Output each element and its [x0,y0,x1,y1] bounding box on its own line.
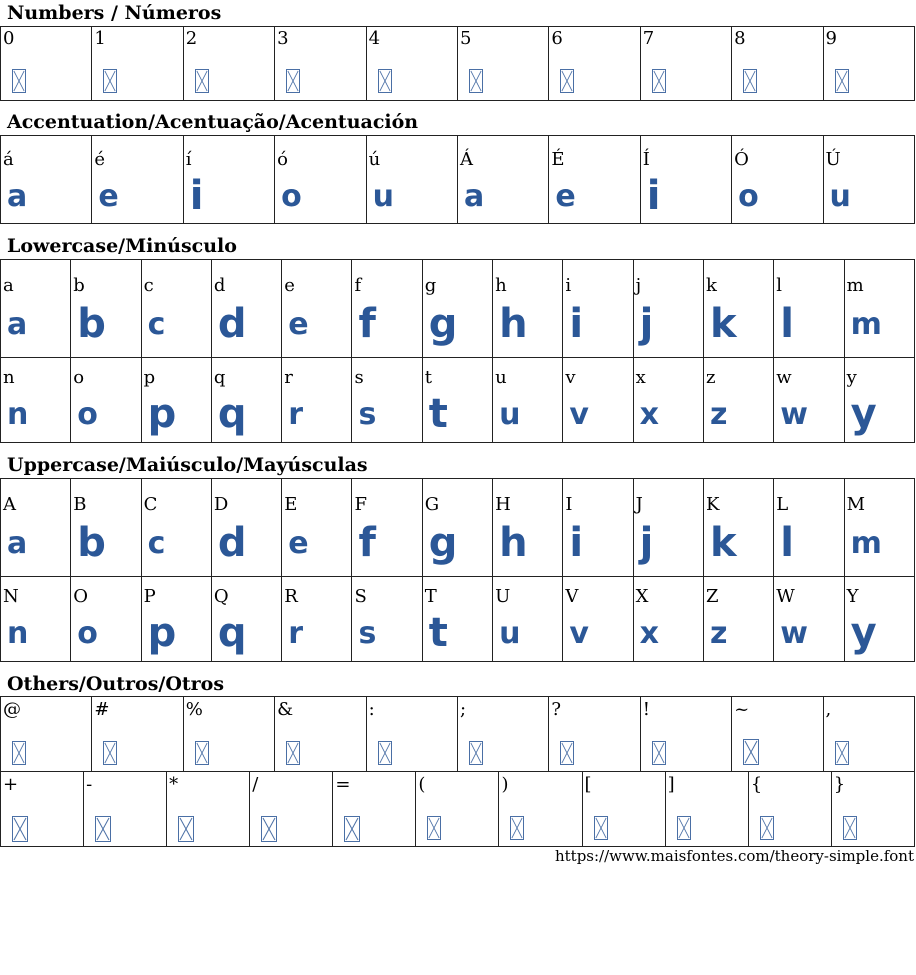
character-label: P [143,586,156,607]
character-label: Q [213,586,229,607]
character-label: í [185,149,192,170]
glyph-cell [275,697,366,772]
font-sample-glyph: o [77,616,98,651]
glyph-cell [422,479,492,577]
glyph-row [1,260,915,358]
glyph-cell [71,577,141,662]
glyph-cell [282,577,352,662]
glyph-cell [665,772,748,847]
character-label: p [143,367,156,388]
font-sample-glyph: c [147,526,166,561]
font-sample-glyph: u [829,179,851,214]
glyph-cell [633,577,703,662]
uppercase-table [0,478,915,662]
font-sample-glyph: d [217,301,247,347]
section-title-numbers: Numbers / Números [7,2,222,24]
character-label: , [825,699,832,720]
glyph-cell [183,136,274,224]
glyph-cell [211,260,281,358]
font-sample-glyph: x [639,616,660,651]
font-sample-glyph: e [288,307,309,342]
glyph-cell [141,260,211,358]
font-sample-glyph: p [147,391,177,437]
font-sample-glyph: z [709,616,728,651]
glyph-cell [774,358,844,443]
glyph-cell [633,260,703,358]
glyph-cell [844,260,914,358]
character-label: ó [277,149,289,170]
font-sample-glyph: o [738,179,759,214]
missing-glyph-icon [594,816,608,840]
character-label: : [368,699,375,720]
glyph-cell [633,479,703,577]
character-label: k [705,275,717,296]
glyph-cell [703,479,773,577]
character-label: f [354,275,362,296]
font-sample-glyph: i [189,173,204,219]
missing-glyph-icon [195,741,209,765]
glyph-cell [732,697,823,772]
glyph-cell [92,136,183,224]
missing-glyph-icon [286,741,300,765]
font-sample-glyph: u [499,616,521,651]
font-sample-glyph: r [288,616,303,651]
character-label: s [354,367,364,388]
glyph-cell [282,358,352,443]
character-label: ? [551,699,561,720]
character-label: @ [3,699,21,720]
missing-glyph-icon [178,816,194,842]
glyph-cell [703,577,773,662]
character-label: z [705,367,716,388]
glyph-cell [352,260,422,358]
font-sample-glyph: u [372,179,394,214]
missing-glyph-icon [195,69,209,93]
glyph-cell [211,358,281,443]
section-title-others: Others/Outros/Otros [7,673,225,695]
missing-glyph-icon [12,816,28,842]
character-label: G [424,494,440,515]
glyph-cell [732,136,823,224]
character-label: e [284,275,295,296]
glyph-cell [141,577,211,662]
missing-glyph-icon [469,69,483,93]
character-label: } [833,774,846,795]
glyph-cell [71,479,141,577]
font-sample-glyph: v [569,616,589,651]
character-label: w [776,367,792,388]
missing-glyph-icon [560,741,574,765]
character-label: U [495,586,511,607]
character-label: q [213,367,226,388]
glyph-cell [774,577,844,662]
character-label: Á [459,149,473,170]
glyph-cell [844,577,914,662]
missing-glyph-icon [652,741,666,765]
font-sample-glyph: u [499,397,521,432]
character-label: t [424,367,433,388]
glyph-cell [549,27,640,101]
font-sample-glyph: h [499,301,528,347]
glyph-cell [774,479,844,577]
accentuation-table [0,135,915,224]
character-label: o [73,367,85,388]
character-label: B [73,494,87,515]
font-sample-glyph: i [646,173,661,219]
character-label: V [565,586,579,607]
character-label: ] [667,774,675,795]
character-label: ; [459,699,467,720]
character-label: L [776,494,789,515]
glyph-cell [282,260,352,358]
missing-glyph-icon [743,69,757,93]
glyph-cell [493,260,563,358]
glyph-cell [282,479,352,577]
font-sample-glyph: k [709,301,737,347]
missing-glyph-icon [344,816,360,842]
glyph-row [1,136,915,224]
glyph-cell [774,260,844,358]
font-sample-glyph: a [7,526,28,561]
font-sample-glyph: z [709,397,728,432]
character-label: Í [642,149,650,170]
glyph-cell [250,772,333,847]
character-label: C [143,494,158,515]
font-sample-glyph: w [780,616,808,651]
glyph-cell [633,358,703,443]
glyph-row [1,697,915,772]
character-label: i [565,275,572,296]
character-label: ) [501,774,509,795]
glyph-cell [549,136,640,224]
character-label: j [635,275,642,296]
glyph-cell [275,27,366,101]
glyph-cell [92,27,183,101]
font-sample-glyph: r [288,397,303,432]
character-label: d [213,275,226,296]
glyph-cell [563,577,633,662]
font-sample-glyph: g [428,301,458,347]
font-sample-glyph: w [780,397,808,432]
glyph-cell [831,772,914,847]
font-sample-glyph: e [555,179,576,214]
others-table-row-1 [0,696,915,772]
glyph-cell [844,479,914,577]
character-label: u [495,367,507,388]
font-sample-glyph: m [850,307,882,342]
missing-glyph-icon [12,69,26,93]
font-sample-glyph: a [463,179,485,214]
glyph-cell [457,27,548,101]
glyph-cell [640,27,731,101]
glyph-cell [823,136,914,224]
glyph-row [1,577,915,662]
character-label: á [3,149,14,170]
character-label: [ [584,774,592,795]
character-label: / [252,774,259,795]
font-sample-glyph: d [217,520,247,566]
font-sample-glyph: x [639,397,660,432]
font-sample-glyph: n [7,616,29,651]
character-label: a [3,275,14,296]
character-label: D [213,494,229,515]
character-label: ! [642,699,650,720]
glyph-cell [211,577,281,662]
character-label: T [424,586,437,607]
character-label: ú [368,149,381,170]
character-label: 7 [642,28,655,49]
section-title-uppercase: Uppercase/Maiúsculo/Mayúsculas [7,454,368,476]
font-sample-glyph: b [77,520,106,566]
glyph-cell [499,772,582,847]
missing-glyph-icon [835,741,849,765]
glyph-cell [703,358,773,443]
font-sample-glyph: a [7,179,28,214]
missing-glyph-icon [286,69,300,93]
glyph-cell [1,27,92,101]
character-label: # [94,699,110,720]
glyph-cell [1,479,71,577]
font-sample-glyph: m [850,526,882,561]
glyph-cell [493,577,563,662]
character-label: - [86,774,93,795]
missing-glyph-icon [560,69,574,93]
glyph-cell [493,358,563,443]
font-sample-glyph: h [499,520,528,566]
character-label: A [3,494,16,515]
character-label: x [635,367,646,388]
character-label: R [284,586,298,607]
glyph-cell [422,358,492,443]
source-url[interactable]: https://www.maisfontes.com/theory-simple.font [554,847,914,865]
character-label: E [284,494,298,515]
glyph-cell [457,697,548,772]
font-sample-glyph: f [358,301,376,347]
font-sample-glyph: i [569,520,584,566]
character-label: 4 [368,28,381,49]
glyph-cell [84,772,167,847]
character-label: % [185,699,203,720]
character-label: ~ [734,699,750,720]
glyph-cell [457,136,548,224]
character-label: X [635,586,649,607]
font-sample-glyph: i [569,301,584,347]
character-label: Ó [734,149,749,170]
glyph-cell [640,136,731,224]
glyph-row [1,772,915,847]
glyph-cell [823,697,914,772]
missing-glyph-icon [103,741,117,765]
missing-glyph-icon [95,816,111,842]
glyph-cell [333,772,416,847]
font-sample-glyph: a [7,307,28,342]
glyph-cell [563,479,633,577]
glyph-cell [549,697,640,772]
character-label: K [705,494,720,515]
font-sample-glyph: q [217,610,247,656]
character-label: I [565,494,573,515]
glyph-cell [352,577,422,662]
missing-glyph-icon [510,816,524,840]
font-sample-glyph: l [780,520,794,566]
glyph-cell [71,358,141,443]
glyph-cell [1,772,84,847]
glyph-cell [844,358,914,443]
glyph-cell [71,260,141,358]
font-sample-glyph: f [358,520,376,566]
missing-glyph-icon [652,69,666,93]
font-sample-glyph: e [288,526,309,561]
font-sample-glyph: t [428,610,448,656]
glyph-row [1,358,915,443]
missing-glyph-icon [103,69,117,93]
glyph-cell [211,479,281,577]
character-label: 8 [734,28,746,49]
missing-glyph-icon [760,816,774,840]
font-sample-glyph: y [850,610,877,656]
glyph-row [1,27,915,101]
glyph-cell [416,772,499,847]
character-label: = [335,774,351,795]
glyph-cell [422,260,492,358]
character-label: y [846,367,857,388]
numbers-table [0,26,915,101]
glyph-cell [563,260,633,358]
font-sample-glyph: s [358,616,377,651]
glyph-cell [183,27,274,101]
glyph-cell [563,358,633,443]
character-label: 3 [277,28,289,49]
character-label: & [277,699,294,720]
character-label: c [143,275,154,296]
glyph-cell [366,697,457,772]
glyph-cell [1,577,71,662]
character-label: Ú [825,149,841,170]
character-label: Y [846,586,859,607]
others-table-row-2 [0,771,915,847]
character-label: * [169,774,179,795]
glyph-cell [366,136,457,224]
glyph-cell [183,697,274,772]
missing-glyph-icon [677,816,691,840]
glyph-cell [141,358,211,443]
glyph-cell [1,358,71,443]
glyph-cell [748,772,831,847]
character-label: h [495,275,507,296]
glyph-cell [823,27,914,101]
character-label: M [846,494,865,515]
glyph-cell [1,136,92,224]
glyph-cell [352,358,422,443]
character-label: O [73,586,89,607]
character-label: N [3,586,19,607]
font-sample-glyph: j [639,520,654,566]
character-label: W [776,586,795,607]
font-sample-glyph: k [709,520,737,566]
font-sample-glyph: p [147,610,177,656]
glyph-cell [422,577,492,662]
character-label: Z [705,586,719,607]
missing-glyph-icon [835,69,849,93]
font-sample-glyph: c [147,307,166,342]
character-label: É [551,149,565,170]
character-label: v [565,367,576,388]
glyph-row [1,479,915,577]
character-label: S [354,586,367,607]
glyph-cell [640,697,731,772]
font-sample-glyph: b [77,301,106,347]
glyph-cell [352,479,422,577]
missing-glyph-icon [12,741,26,765]
glyph-cell [703,260,773,358]
glyph-cell [582,772,665,847]
glyph-cell [1,260,71,358]
missing-glyph-icon [378,741,392,765]
character-label: { [750,774,763,795]
missing-glyph-icon [469,741,483,765]
glyph-cell [167,772,250,847]
character-label: 6 [551,28,563,49]
glyph-cell [92,697,183,772]
character-label: 5 [459,28,472,49]
section-title-accentuation: Accentuation/Acentuação/Acentuación [7,111,419,133]
font-sample-glyph: n [7,397,29,432]
missing-glyph-icon [743,739,759,765]
missing-glyph-icon [261,816,277,842]
font-sample-glyph: v [569,397,589,432]
glyph-cell [141,479,211,577]
glyph-cell [1,697,92,772]
font-sample-glyph: g [428,520,458,566]
character-label: b [73,275,85,296]
font-sample-glyph: y [850,391,877,437]
character-label: + [3,774,19,795]
character-label: J [635,494,643,515]
glyph-cell [366,27,457,101]
character-label: H [495,494,511,515]
missing-glyph-icon [843,816,857,840]
section-title-lowercase: Lowercase/Minúsculo [7,235,237,257]
font-sample-glyph: s [358,397,377,432]
font-sample-glyph: e [98,179,119,214]
glyph-cell [732,27,823,101]
font-sample-glyph: q [217,391,247,437]
font-sample-glyph: l [780,301,794,347]
font-sample-glyph: j [639,301,654,347]
glyph-cell [493,479,563,577]
character-label: r [284,367,293,388]
missing-glyph-icon [427,816,441,840]
character-label: 1 [94,28,106,49]
character-label: 0 [3,28,15,49]
character-label: 2 [185,28,198,49]
missing-glyph-icon [378,69,392,93]
character-label: ( [418,774,426,795]
glyph-cell [275,136,366,224]
font-sample-glyph: o [281,179,302,214]
character-label: 9 [825,28,837,49]
character-label: m [846,275,864,296]
character-label: g [424,275,437,296]
character-label: F [354,494,367,515]
font-sample-glyph: o [77,397,98,432]
lowercase-table [0,259,915,443]
font-sample-glyph: t [428,391,448,437]
character-label: é [94,149,106,170]
character-label: l [776,275,783,296]
character-label: n [3,367,15,388]
